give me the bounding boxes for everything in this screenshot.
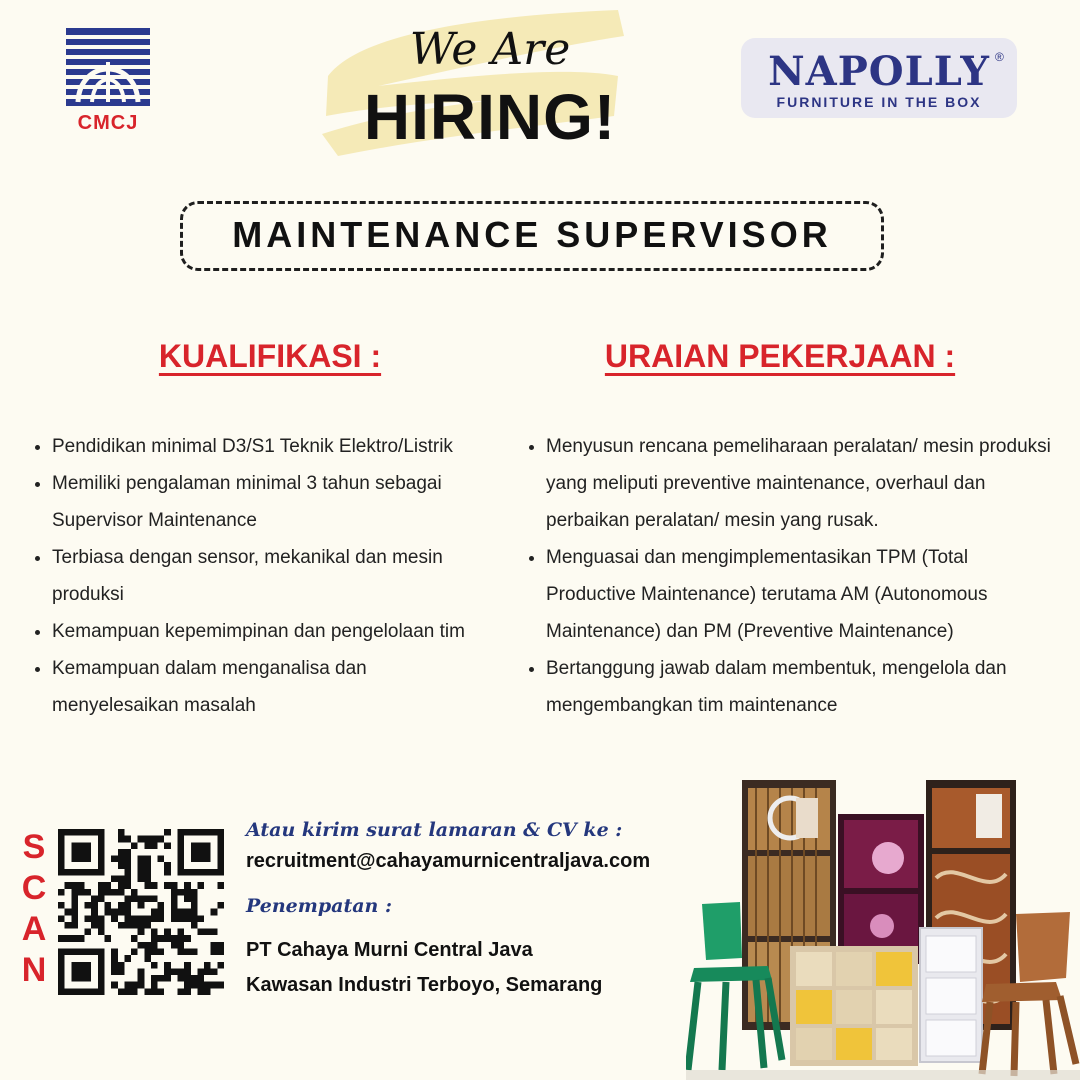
company-name: PT Cahaya Murni Central Java [246,939,533,961]
scan-label [14,830,54,994]
we-are-heading: We Are [409,24,571,75]
job-description-item: • Menyusun rencana pemeliharaan peralatan/ mesin produksi yang meliputi preventive maintenance, overhaul dan perbaikan peralatan/ mesin yang rusak. [546,428,1066,539]
napolly-logo-name: NAPOLLY [768,48,990,95]
scan-letter: N [21,951,47,989]
qualifications-list [30,428,542,724]
qualification-item: • Pendidikan minimal D3/S1 Teknik Elektro/Listrik [52,428,542,465]
qualification-item: • Terbiasa dengan sensor, mekanikal dan mesin produksi [52,539,492,613]
job-description-list [524,428,1066,724]
scan-letter: C [21,869,47,907]
job-title: MAINTENANCE SUPERVISOR [232,214,832,255]
recruitment-email[interactable]: recruitment@cahayamurnicentraljava.com [246,850,651,872]
registered-mark: ® [995,50,1004,64]
send-application-label: Atau kirim surat lamaran & CV ke : [246,819,623,841]
job-description-item: • Menguasai dan mengimplementasikan TPM (Total Productive Maintenance) terutama AM (Autonomous Maintenance) dan PM (Preventive Maintenance) [546,539,1036,650]
company-address: Kawasan Industri Terboyo, Semarang [246,974,603,996]
qualifications-heading: KUALIFIKASI : [158,338,382,374]
qualification-item: • Kemampuan kepemimpinan dan pengelolaan tim [52,613,542,650]
cmcj-logo-text: CMCJ [77,112,139,134]
job-description-item: • Bertanggung jawab dalam membentuk, mengelola dan mengembangkan tim maintenance [546,650,1036,724]
hiring-heading: HIRING! [363,81,617,153]
placement-label: Penempatan : [246,895,392,917]
qr-code[interactable] [58,828,224,996]
qualification-item: • Memiliki pengalaman minimal 3 tahun sebagai Supervisor Maintenance [52,465,492,539]
scan-letter: S [22,828,46,866]
job-description-heading: URAIAN PEKERJAAN : [604,338,956,374]
furniture-products-image [686,778,1080,1080]
scan-letter: A [21,910,47,948]
napolly-tagline: FURNITURE IN THE BOX [776,94,982,110]
qualification-item: • Kemampuan dalam menganalisa dan menyelesaikan masalah [52,650,402,724]
